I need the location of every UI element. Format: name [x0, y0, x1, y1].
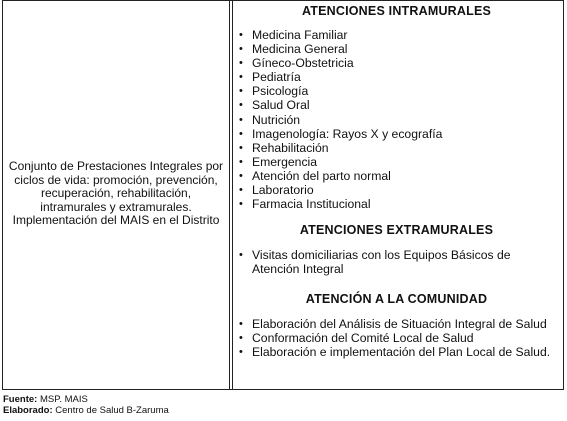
bullet-icon: •	[239, 99, 243, 112]
section-title-extramurales: ATENCIONES EXTRAMURALES	[299, 223, 494, 237]
list-item	[239, 140, 557, 155]
list-item	[239, 84, 557, 99]
list-item	[239, 345, 557, 360]
list-intramurales	[239, 28, 557, 212]
table-footer	[3, 394, 169, 416]
list-item-text: Psicología	[252, 84, 309, 99]
list-item-text: Elaboración del Análisis de Situación Integral de Salud	[252, 317, 547, 331]
list-item-text: Atención del parto normal	[252, 168, 391, 183]
source-label: Fuente:	[3, 394, 38, 405]
list-item-text: Laboratorio	[252, 183, 314, 198]
bullet-icon: •	[239, 85, 243, 98]
bullet-icon: •	[239, 113, 243, 126]
right-cell	[230, 1, 563, 389]
section-title-intramurales: ATENCIONES INTRAMURALES	[301, 4, 492, 18]
bullet-icon: •	[239, 184, 243, 197]
list-item-text: Elaboración e implementación del Plan Local de Salud.	[252, 345, 551, 360]
list-item-text: Nutrición	[252, 112, 301, 127]
list-item-text: Medicina General	[252, 42, 348, 57]
list-item	[239, 126, 557, 141]
list-item	[239, 183, 557, 198]
list-item	[239, 197, 557, 212]
bullet-icon: •	[239, 127, 243, 140]
list-item	[239, 98, 557, 113]
list-item	[239, 317, 557, 331]
author-line	[3, 405, 169, 416]
bullet-icon: •	[239, 318, 243, 330]
list-item	[239, 168, 557, 183]
list-item	[239, 248, 557, 277]
bullet-icon: •	[239, 155, 243, 168]
list-item	[239, 70, 557, 85]
services-table	[2, 0, 564, 390]
bullet-icon: •	[239, 57, 243, 70]
author-label: Elaborado:	[3, 405, 53, 416]
section-title-comunidad: ATENCIÓN A LA COMUNIDAD	[305, 292, 488, 306]
left-cell-text: Conjunto de Prestaciones Integrales por ciclos de vida: promoción, prevención, recuperación, rehabilitación, intramurales y extramurales. Implementación del MAIS en el Distrito	[8, 159, 224, 228]
source-value: MSP. MAIS	[39, 394, 88, 405]
list-item-text: Medicina Familiar	[252, 28, 348, 42]
list-comunidad	[239, 317, 557, 360]
bullet-icon: •	[239, 249, 243, 261]
list-item	[239, 56, 557, 71]
list-item	[239, 331, 557, 346]
bullet-icon: •	[239, 332, 243, 345]
list-item	[239, 154, 557, 169]
list-extramurales	[239, 248, 557, 277]
source-line	[3, 394, 169, 405]
list-item-text: Conformación del Comité Local de Salud	[252, 331, 474, 346]
bullet-icon: •	[239, 346, 243, 359]
list-item	[239, 112, 557, 127]
bullet-icon: •	[239, 71, 243, 84]
list-item-text: Emergencia	[252, 154, 318, 169]
list-item-text: Farmacia Institucional	[252, 197, 371, 212]
bullet-icon: •	[239, 198, 243, 211]
bullet-icon: •	[239, 169, 243, 182]
author-value: Centro de Salud B-Zaruma	[55, 405, 169, 416]
list-item-text: Visitas domiciliarias con los Equipos Básicos de Atención Integral	[252, 248, 511, 277]
bullet-icon: •	[239, 43, 243, 56]
left-cell	[3, 1, 230, 389]
list-item-text: Salud Oral	[252, 98, 310, 113]
list-item-text: Imagenología: Rayos X y ecografía	[252, 126, 443, 141]
list-item	[239, 28, 557, 42]
bullet-icon: •	[239, 29, 243, 41]
bullet-icon: •	[239, 141, 243, 154]
list-item-text: Pediatría	[252, 70, 301, 85]
list-item-text: Gíneco-Obstetricia	[252, 56, 354, 71]
list-item-text: Rehabilitación	[252, 140, 329, 155]
list-item	[239, 42, 557, 57]
